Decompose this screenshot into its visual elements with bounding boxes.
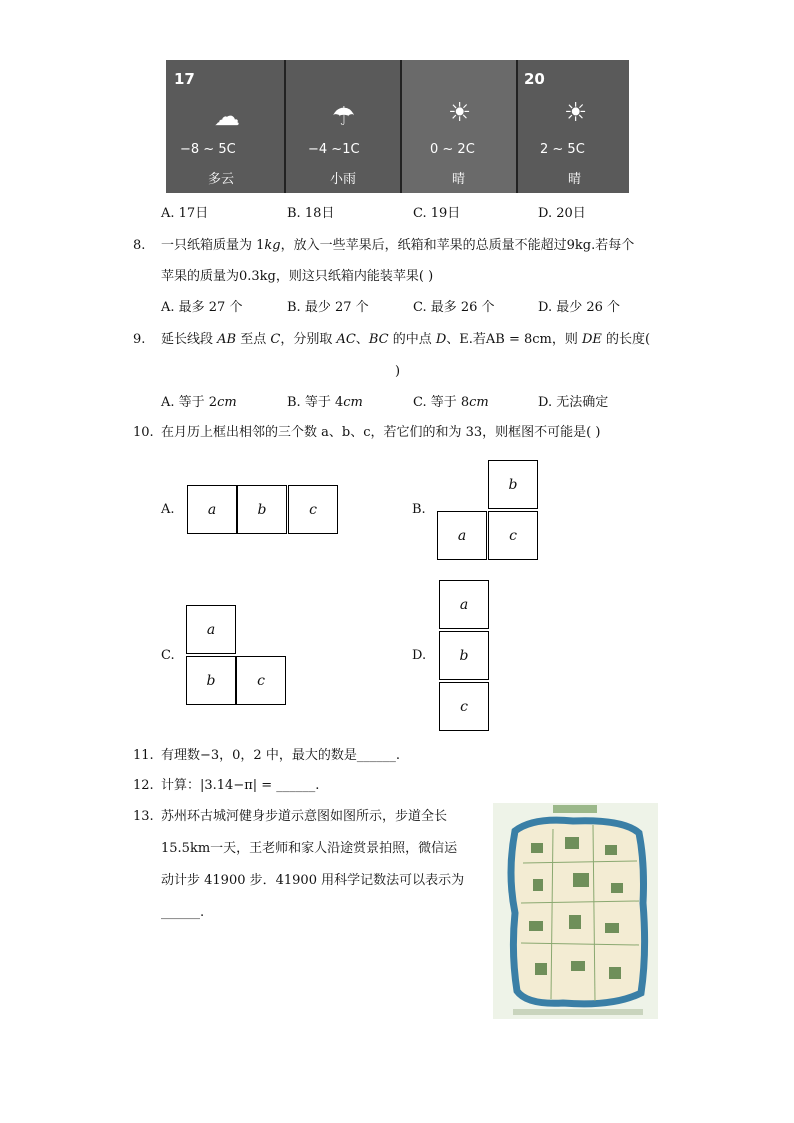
q7-option-a: A. 17日 bbox=[161, 206, 209, 221]
sun-icon: ☀ bbox=[564, 98, 588, 128]
weather-forecast-image bbox=[166, 60, 629, 193]
q10-option-a-label: A. bbox=[161, 502, 175, 517]
weather-temp: 2 ~ 5C bbox=[540, 142, 585, 157]
q11-number: 11. bbox=[133, 748, 154, 763]
q13-number: 13. bbox=[133, 809, 154, 824]
weather-desc: 小雨 bbox=[330, 172, 357, 187]
calendar-cell-b: b bbox=[237, 485, 287, 534]
map-illustration bbox=[493, 803, 658, 1019]
calendar-cell-c: c bbox=[488, 511, 538, 560]
suzhou-moat-trail-map bbox=[493, 803, 658, 1019]
q13-line-2: 15.5km一天，王老师和家人沿途赏景拍照，微信运 bbox=[161, 841, 458, 856]
q10-option-c-label: C. bbox=[161, 648, 175, 663]
q9-paren-close: ) bbox=[395, 364, 401, 379]
q7-option-b: B. 18日 bbox=[287, 206, 335, 221]
weather-date: 17 bbox=[174, 70, 195, 88]
q8-option-b: B. 最少 27 个 bbox=[287, 300, 369, 315]
weather-day-3 bbox=[400, 60, 518, 193]
q10-stem: 在月历上框出相邻的三个数 a、b、c，若它们的和为 33，则框图不可能是( ) bbox=[161, 425, 601, 440]
calendar-cell-a: a bbox=[439, 580, 489, 629]
weather-date: 20 bbox=[524, 70, 545, 88]
weather-desc: 晴 bbox=[452, 172, 466, 187]
q9-option-d: D. 无法确定 bbox=[538, 395, 609, 410]
calendar-cell-b: b bbox=[186, 656, 236, 705]
q13-line-1: 苏州环古城河健身步道示意图如图所示，步道全长 bbox=[161, 809, 448, 824]
weather-temp: −4 ~1C bbox=[308, 142, 360, 157]
weather-desc: 晴 bbox=[568, 172, 582, 187]
q12-stem: 计算：|3.14−π| = ______. bbox=[161, 778, 320, 793]
weather-day-2 bbox=[284, 60, 402, 193]
q9-number: 9. bbox=[133, 332, 146, 347]
weather-temp: −8 ~ 5C bbox=[180, 142, 236, 157]
cloudy-icon: ☁ bbox=[214, 102, 240, 132]
weather-desc: 多云 bbox=[208, 172, 235, 187]
q13-line-4: ______. bbox=[161, 905, 205, 920]
calendar-cell-c: c bbox=[236, 656, 286, 705]
q10-option-d-label: D. bbox=[412, 648, 427, 663]
q9-option-b: B. 等于 4cm bbox=[287, 395, 363, 410]
calendar-cell-b: b bbox=[488, 460, 538, 509]
q8-option-a: A. 最多 27 个 bbox=[161, 300, 243, 315]
weather-day-1 bbox=[166, 60, 284, 193]
q8-option-c: C. 最多 26 个 bbox=[413, 300, 495, 315]
calendar-cell-b: b bbox=[439, 631, 489, 680]
q9-option-c: C. 等于 8cm bbox=[413, 395, 489, 410]
q9-stem: 延长线段 AB 至点 C，分别取 AC、BC 的中点 D、E.若AB = 8cm，则 DE 的长度( bbox=[161, 332, 651, 347]
weather-day-4 bbox=[516, 60, 629, 193]
weather-temp: 0 ~ 2C bbox=[430, 142, 475, 157]
q12-number: 12. bbox=[133, 778, 154, 793]
q7-option-c: C. 19日 bbox=[413, 206, 461, 221]
calendar-cell-c: c bbox=[288, 485, 338, 534]
q7-option-d: D. 20日 bbox=[538, 206, 586, 221]
q11-stem: 有理数−3，0，2 中，最大的数是______. bbox=[161, 748, 400, 763]
calendar-cell-c: c bbox=[439, 682, 489, 731]
q8-stem-line1: 一只纸箱质量为 1kg，放入一些苹果后，纸箱和苹果的总质量不能超过9kg.若每个 bbox=[161, 238, 635, 253]
rain-icon: ☂ bbox=[332, 102, 356, 132]
q8-option-d: D. 最少 26 个 bbox=[538, 300, 621, 315]
q10-option-b-label: B. bbox=[412, 502, 426, 517]
q13-line-3: 动计步 41900 步．41900 用科学记数法可以表示为 bbox=[161, 873, 465, 888]
q10-number: 10. bbox=[133, 425, 154, 440]
q9-option-a: A. 等于 2cm bbox=[161, 395, 237, 410]
sun-icon: ☀ bbox=[448, 98, 472, 128]
q8-number: 8. bbox=[133, 238, 146, 253]
calendar-cell-a: a bbox=[187, 485, 237, 534]
q8-stem-line2: 苹果的质量为0.3kg，则这只纸箱内能装苹果( ) bbox=[161, 269, 434, 284]
calendar-cell-a: a bbox=[186, 605, 236, 654]
calendar-cell-a: a bbox=[437, 511, 487, 560]
